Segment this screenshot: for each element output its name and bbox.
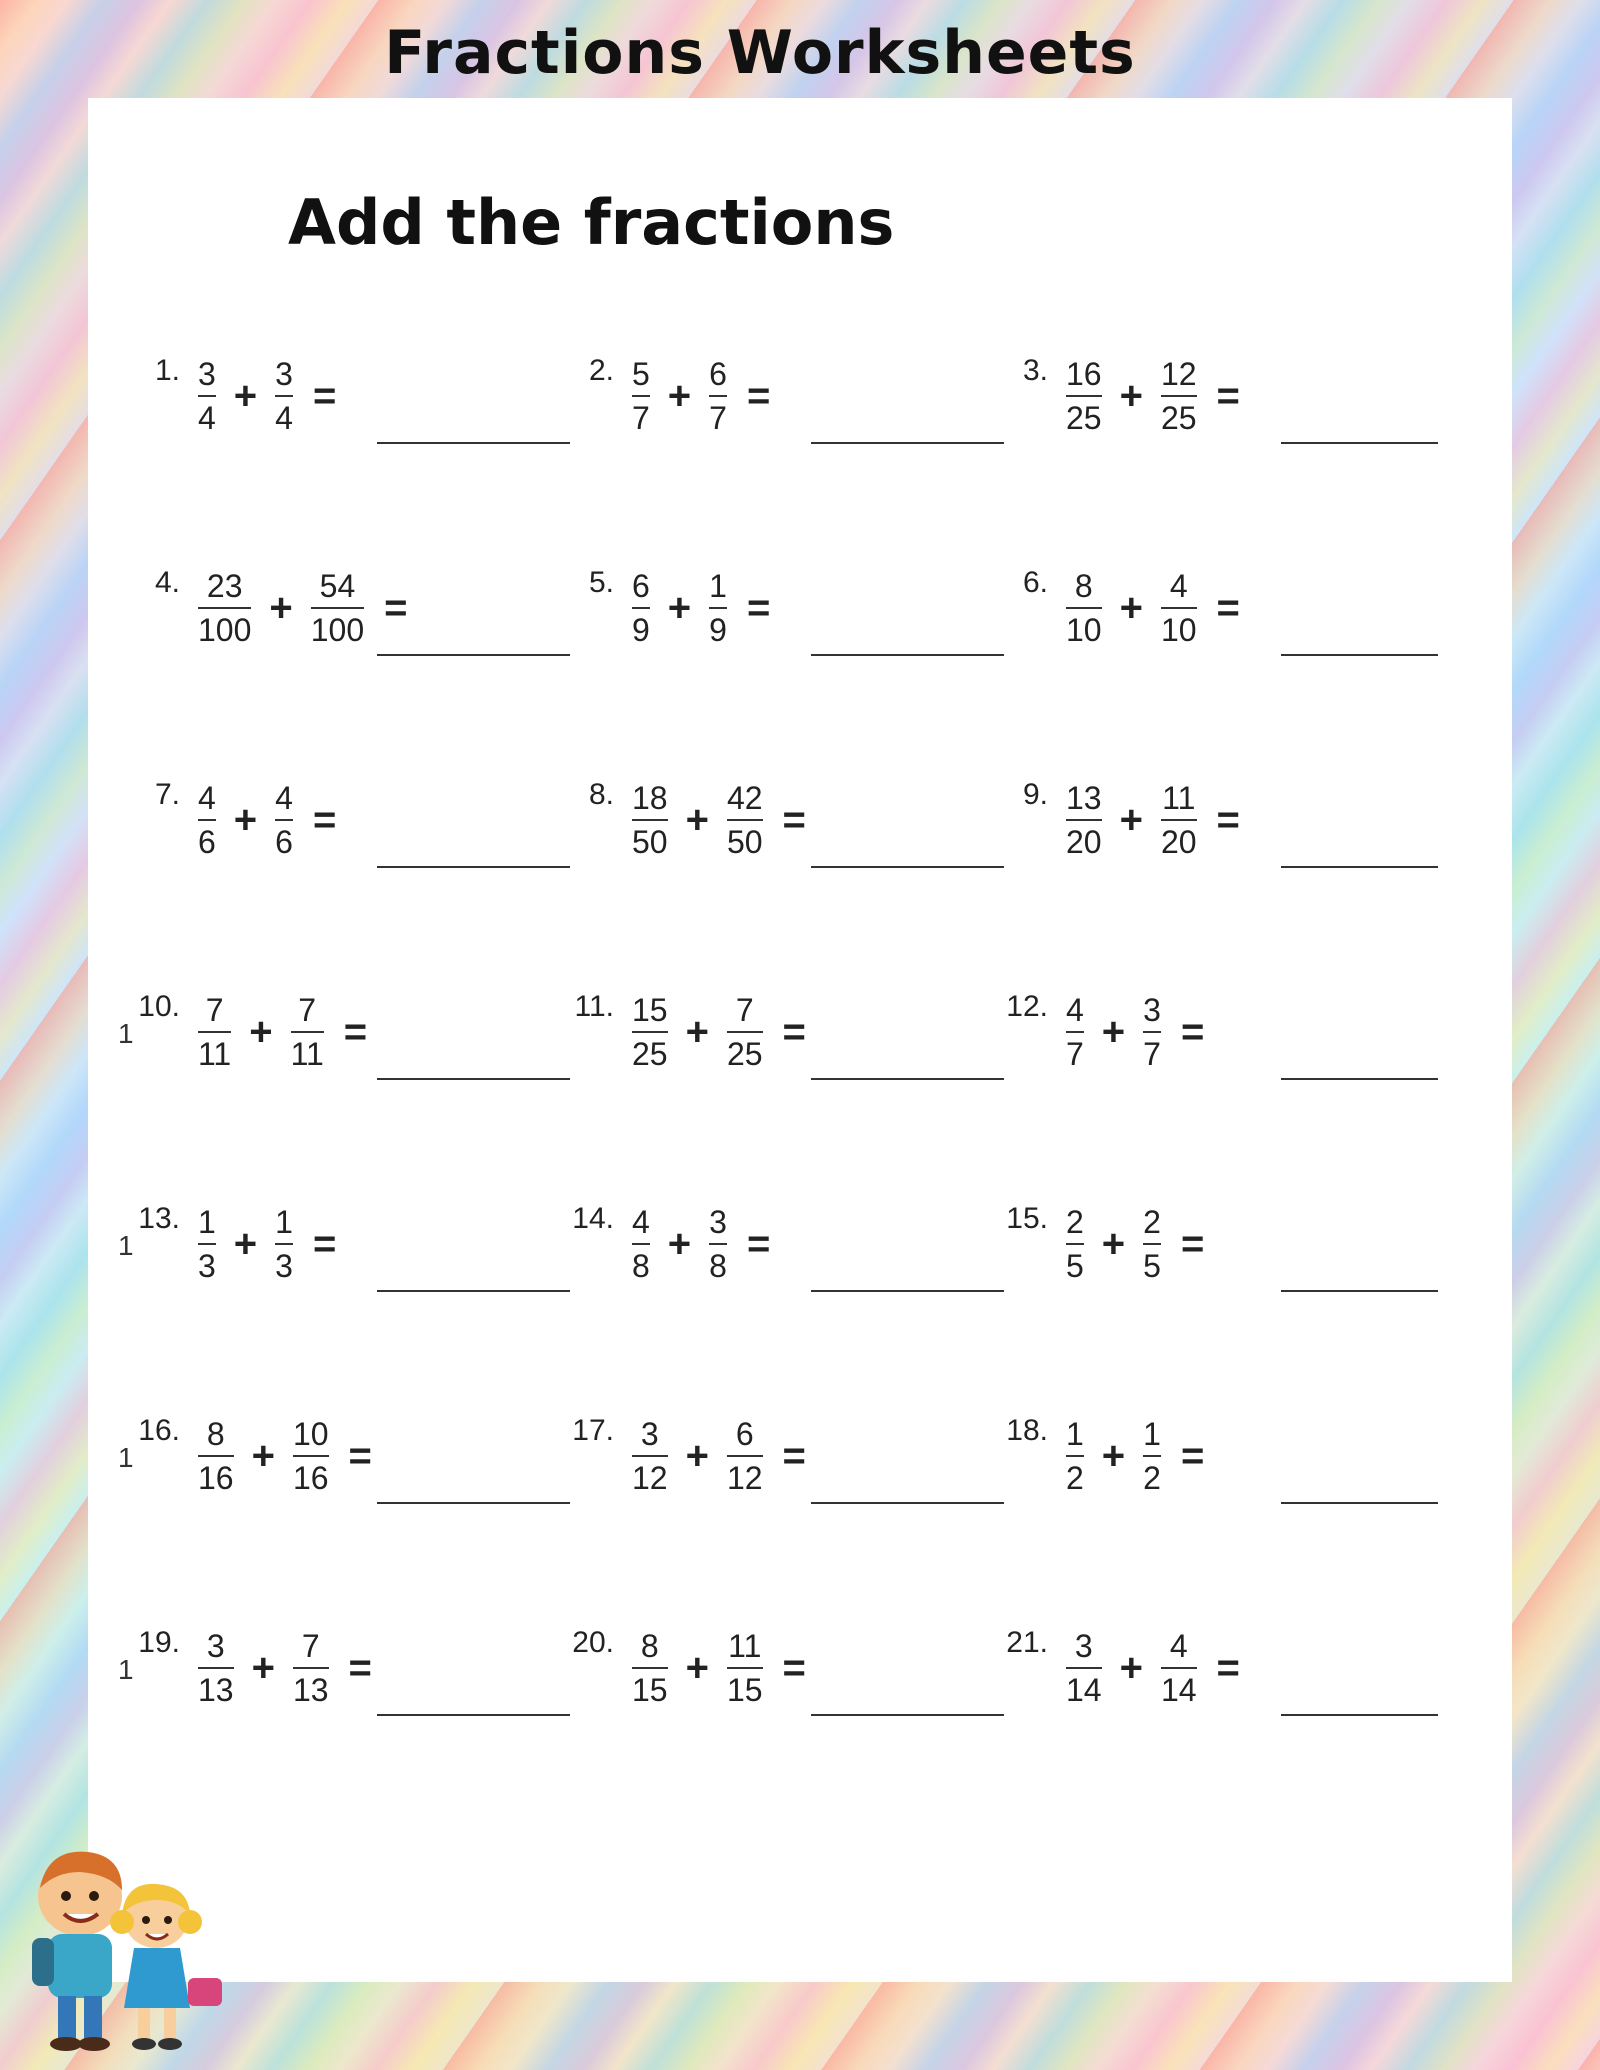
problem-3 — [996, 354, 1240, 436]
equals-sign: = — [1216, 373, 1240, 418]
fraction-b — [271, 358, 297, 434]
fraction-b — [1139, 994, 1165, 1070]
problem-number: 5. — [588, 566, 614, 599]
fraction-a — [1062, 782, 1106, 858]
equals-sign: = — [1216, 585, 1240, 630]
answer-blank[interactable] — [1281, 1078, 1438, 1080]
fraction-b — [705, 358, 731, 434]
equals-sign: = — [746, 585, 771, 630]
problem-18 — [996, 1414, 1205, 1496]
denominator: 9 — [632, 612, 650, 648]
numerator: 8 — [206, 1416, 225, 1452]
denominator: 25 — [1066, 400, 1102, 436]
numerator: 11 — [728, 1628, 762, 1664]
equals-sign: = — [782, 1009, 806, 1054]
numerator: 4 — [632, 1204, 650, 1240]
problem-5 — [562, 566, 771, 648]
problem-11 — [562, 990, 806, 1072]
denominator: 15 — [726, 1672, 763, 1708]
plus-sign: + — [685, 1009, 709, 1054]
fraction-b — [289, 1418, 333, 1494]
numerator: 42 — [726, 780, 763, 816]
problem-grid — [88, 98, 1512, 1982]
problem-12 — [996, 990, 1205, 1072]
problem-17 — [562, 1414, 806, 1496]
numerator: 1 — [1143, 1416, 1161, 1452]
equals-sign: = — [312, 1221, 337, 1266]
numerator: 18 — [632, 780, 668, 816]
fraction-b — [307, 570, 368, 646]
plus-sign: + — [685, 797, 709, 842]
plus-sign: + — [685, 1645, 709, 1690]
numerator: 3 — [1074, 1628, 1093, 1664]
numerator: 6 — [632, 568, 650, 604]
answer-blank[interactable] — [811, 866, 1004, 868]
denominator: 25 — [632, 1036, 668, 1072]
answer-blank[interactable] — [1281, 442, 1438, 444]
denominator: 6 — [198, 824, 216, 860]
plus-sign: + — [269, 585, 293, 630]
problem-number: 6. — [1022, 566, 1048, 599]
denominator: 20 — [1160, 824, 1197, 860]
numerator: 4 — [1169, 1628, 1188, 1664]
problem-16 — [128, 1414, 372, 1496]
fraction-a — [628, 1206, 654, 1282]
plus-sign: + — [251, 1645, 275, 1690]
numerator: 7 — [205, 992, 224, 1028]
denominator: 100 — [310, 612, 365, 648]
fraction-b — [723, 782, 767, 858]
denominator: 9 — [709, 612, 727, 648]
worksheet-page — [88, 98, 1512, 1982]
numerator: 1 — [275, 1204, 293, 1240]
answer-blank[interactable] — [811, 442, 1004, 444]
equals-sign: = — [1216, 797, 1240, 842]
fraction-a — [628, 358, 654, 434]
denominator: 2 — [1143, 1460, 1161, 1496]
equals-sign: = — [1180, 1433, 1205, 1478]
fraction-b — [723, 1418, 767, 1494]
numerator: 4 — [1066, 992, 1084, 1028]
numerator: 15 — [632, 992, 668, 1028]
problem-15 — [996, 1202, 1205, 1284]
equals-sign: = — [746, 1221, 771, 1266]
fraction-a — [194, 1206, 220, 1282]
plus-sign: + — [667, 1221, 692, 1266]
numerator: 1 — [1066, 1416, 1084, 1452]
denominator: 25 — [726, 1036, 763, 1072]
answer-blank[interactable] — [1281, 654, 1438, 656]
fraction-a — [1062, 358, 1106, 434]
fraction-b — [705, 570, 731, 646]
denominator: 2 — [1066, 1460, 1084, 1496]
problem-number: 2. — [588, 354, 614, 387]
plus-sign: + — [233, 373, 258, 418]
numerator: 12 — [1160, 356, 1197, 392]
plus-sign: + — [1119, 585, 1143, 630]
denominator: 5 — [1066, 1248, 1084, 1284]
plus-sign: + — [667, 373, 692, 418]
fraction-a — [194, 1630, 238, 1706]
numerator: 1 — [198, 1204, 216, 1240]
numerator: 3 — [198, 356, 216, 392]
problem-number: 7. — [154, 778, 180, 811]
denominator: 100 — [198, 612, 252, 648]
equals-sign: = — [384, 585, 408, 630]
numerator: 2 — [1066, 1204, 1084, 1240]
fraction-a — [194, 782, 220, 858]
problem-number: 13. — [138, 1202, 180, 1235]
fraction-a — [1062, 1418, 1088, 1494]
equals-sign: = — [312, 797, 337, 842]
answer-blank[interactable] — [377, 1078, 570, 1080]
problem-21 — [996, 1626, 1240, 1708]
equals-sign: = — [782, 1433, 806, 1478]
answer-blank[interactable] — [811, 1714, 1004, 1716]
fraction-b — [289, 1630, 333, 1706]
problem-number: 11. — [574, 990, 614, 1023]
denominator: 8 — [632, 1248, 650, 1284]
answer-blank[interactable] — [377, 1290, 570, 1292]
denominator: 11 — [290, 1036, 324, 1072]
worksheet-site-title: Fractions Worksheets — [384, 18, 1136, 88]
numerator: 7 — [301, 1628, 320, 1664]
margin-mark: 1 — [118, 1018, 134, 1049]
denominator: 16 — [292, 1460, 329, 1496]
numerator: 10 — [292, 1416, 329, 1452]
denominator: 14 — [1160, 1672, 1197, 1708]
fraction-a — [1062, 1206, 1088, 1282]
problem-number: 20. — [572, 1626, 614, 1659]
fraction-a — [1062, 570, 1106, 646]
denominator: 7 — [1066, 1036, 1084, 1072]
fraction-a — [194, 1418, 238, 1494]
numerator: 11 — [1162, 780, 1196, 816]
denominator: 15 — [632, 1672, 668, 1708]
numerator: 4 — [1169, 568, 1188, 604]
plus-sign: + — [1119, 373, 1143, 418]
equals-sign: = — [746, 373, 771, 418]
fraction-b — [705, 1206, 731, 1282]
numerator: 1 — [709, 568, 727, 604]
plus-sign: + — [1101, 1221, 1126, 1266]
denominator: 6 — [275, 824, 293, 860]
denominator: 25 — [1160, 400, 1197, 436]
numerator: 6 — [709, 356, 727, 392]
plus-sign: + — [1101, 1009, 1126, 1054]
problem-14 — [562, 1202, 771, 1284]
plus-sign: + — [1119, 1645, 1143, 1690]
problem-10 — [128, 990, 368, 1072]
plus-sign: + — [1101, 1433, 1126, 1478]
numerator: 16 — [1066, 356, 1102, 392]
numerator: 2 — [1143, 1204, 1161, 1240]
answer-blank[interactable] — [811, 654, 1004, 656]
fraction-b — [723, 994, 767, 1070]
answer-blank[interactable] — [1281, 1290, 1438, 1292]
fraction-b — [271, 1206, 297, 1282]
problem-9 — [996, 778, 1240, 860]
fraction-a — [194, 358, 220, 434]
fraction-a — [628, 994, 672, 1070]
fraction-a — [194, 994, 235, 1070]
fraction-b — [271, 782, 297, 858]
fraction-b — [1157, 782, 1201, 858]
problem-19 — [128, 1626, 372, 1708]
denominator: 13 — [292, 1672, 329, 1708]
margin-mark: 1 — [118, 1654, 134, 1685]
fraction-b — [1157, 1630, 1201, 1706]
numerator: 8 — [1074, 568, 1093, 604]
problem-number: 12. — [1006, 990, 1048, 1023]
denominator: 3 — [275, 1248, 293, 1284]
denominator: 11 — [198, 1036, 232, 1072]
numerator: 7 — [735, 992, 754, 1028]
plus-sign: + — [251, 1433, 275, 1478]
two-kids-with-backpacks-icon — [18, 1838, 238, 2058]
denominator: 12 — [632, 1460, 668, 1496]
fraction-b — [1139, 1418, 1165, 1494]
equals-sign: = — [782, 797, 806, 842]
equals-sign: = — [348, 1645, 372, 1690]
problem-4 — [128, 566, 408, 648]
answer-blank[interactable] — [1281, 1502, 1438, 1504]
fraction-b — [287, 994, 328, 1070]
problem-number: 3. — [1022, 354, 1048, 387]
numerator: 4 — [275, 780, 293, 816]
fraction-b — [723, 1630, 767, 1706]
answer-blank[interactable] — [377, 1714, 570, 1716]
problem-1 — [128, 354, 337, 436]
denominator: 20 — [1066, 824, 1102, 860]
fraction-a — [194, 570, 255, 646]
plus-sign: + — [1119, 797, 1143, 842]
problem-6 — [996, 566, 1240, 648]
denominator: 14 — [1066, 1672, 1102, 1708]
equals-sign: = — [312, 373, 337, 418]
numerator: 3 — [709, 1204, 727, 1240]
answer-blank[interactable] — [377, 1502, 570, 1504]
problem-number: 10. — [138, 990, 180, 1023]
plus-sign: + — [249, 1009, 273, 1054]
equals-sign: = — [782, 1645, 806, 1690]
denominator: 10 — [1066, 612, 1102, 648]
problem-number: 19. — [138, 1626, 180, 1659]
fraction-b — [1139, 1206, 1165, 1282]
answer-blank[interactable] — [811, 1502, 1004, 1504]
margin-mark: 1 — [118, 1442, 134, 1473]
numerator: 54 — [319, 568, 356, 604]
problem-7 — [128, 778, 337, 860]
numerator: 7 — [298, 992, 317, 1028]
numerator: 3 — [206, 1628, 225, 1664]
denominator: 7 — [709, 400, 727, 436]
problem-number: 16. — [138, 1414, 180, 1447]
equals-sign: = — [348, 1433, 372, 1478]
answer-blank[interactable] — [811, 1078, 1004, 1080]
denominator: 13 — [198, 1672, 234, 1708]
denominator: 8 — [709, 1248, 727, 1284]
plus-sign: + — [233, 1221, 258, 1266]
answer-blank[interactable] — [377, 654, 570, 656]
fraction-a — [1062, 1630, 1106, 1706]
problem-number: 14. — [572, 1202, 614, 1235]
equals-sign: = — [1180, 1009, 1205, 1054]
plus-sign: + — [685, 1433, 709, 1478]
fraction-b — [1157, 358, 1201, 434]
denominator: 50 — [726, 824, 763, 860]
answer-blank[interactable] — [377, 442, 570, 444]
denominator: 3 — [198, 1248, 216, 1284]
problem-number: 18. — [1006, 1414, 1048, 1447]
problem-number: 4. — [154, 566, 180, 599]
denominator: 5 — [1143, 1248, 1161, 1284]
answer-blank[interactable] — [811, 1290, 1004, 1292]
problem-number: 1. — [154, 354, 180, 387]
answer-blank[interactable] — [1281, 1714, 1438, 1716]
problem-8 — [562, 778, 806, 860]
equals-sign: = — [1180, 1221, 1205, 1266]
numerator: 5 — [632, 356, 650, 392]
denominator: 12 — [726, 1460, 763, 1496]
fraction-b — [1157, 570, 1201, 646]
numerator: 3 — [640, 1416, 659, 1452]
fraction-a — [628, 782, 672, 858]
numerator: 4 — [198, 780, 216, 816]
plus-sign: + — [233, 797, 258, 842]
plus-sign: + — [667, 585, 692, 630]
denominator: 16 — [198, 1460, 234, 1496]
equals-sign: = — [1216, 1645, 1240, 1690]
denominator: 4 — [275, 400, 293, 436]
problem-13 — [128, 1202, 337, 1284]
problem-number: 15. — [1006, 1202, 1048, 1235]
denominator: 7 — [632, 400, 650, 436]
fraction-a — [628, 1630, 672, 1706]
numerator: 8 — [640, 1628, 659, 1664]
fraction-a — [1062, 994, 1088, 1070]
numerator: 6 — [735, 1416, 754, 1452]
numerator: 13 — [1066, 780, 1102, 816]
worksheet-heading: Add the fractions — [288, 186, 895, 259]
fraction-a — [628, 570, 654, 646]
problem-number: 9. — [1022, 778, 1048, 811]
problem-number: 8. — [588, 778, 614, 811]
problem-20 — [562, 1626, 806, 1708]
answer-blank[interactable] — [377, 866, 570, 868]
answer-blank[interactable] — [1281, 866, 1438, 868]
problem-number: 17. — [572, 1414, 614, 1447]
denominator: 7 — [1143, 1036, 1161, 1072]
equals-sign: = — [343, 1009, 368, 1054]
problem-number: 21. — [1006, 1626, 1048, 1659]
denominator: 10 — [1160, 612, 1197, 648]
numerator: 3 — [275, 356, 293, 392]
problem-2 — [562, 354, 771, 436]
denominator: 4 — [198, 400, 216, 436]
numerator: 23 — [206, 568, 243, 604]
denominator: 50 — [632, 824, 668, 860]
fraction-a — [628, 1418, 672, 1494]
numerator: 3 — [1143, 992, 1161, 1028]
margin-mark: 1 — [118, 1230, 134, 1261]
